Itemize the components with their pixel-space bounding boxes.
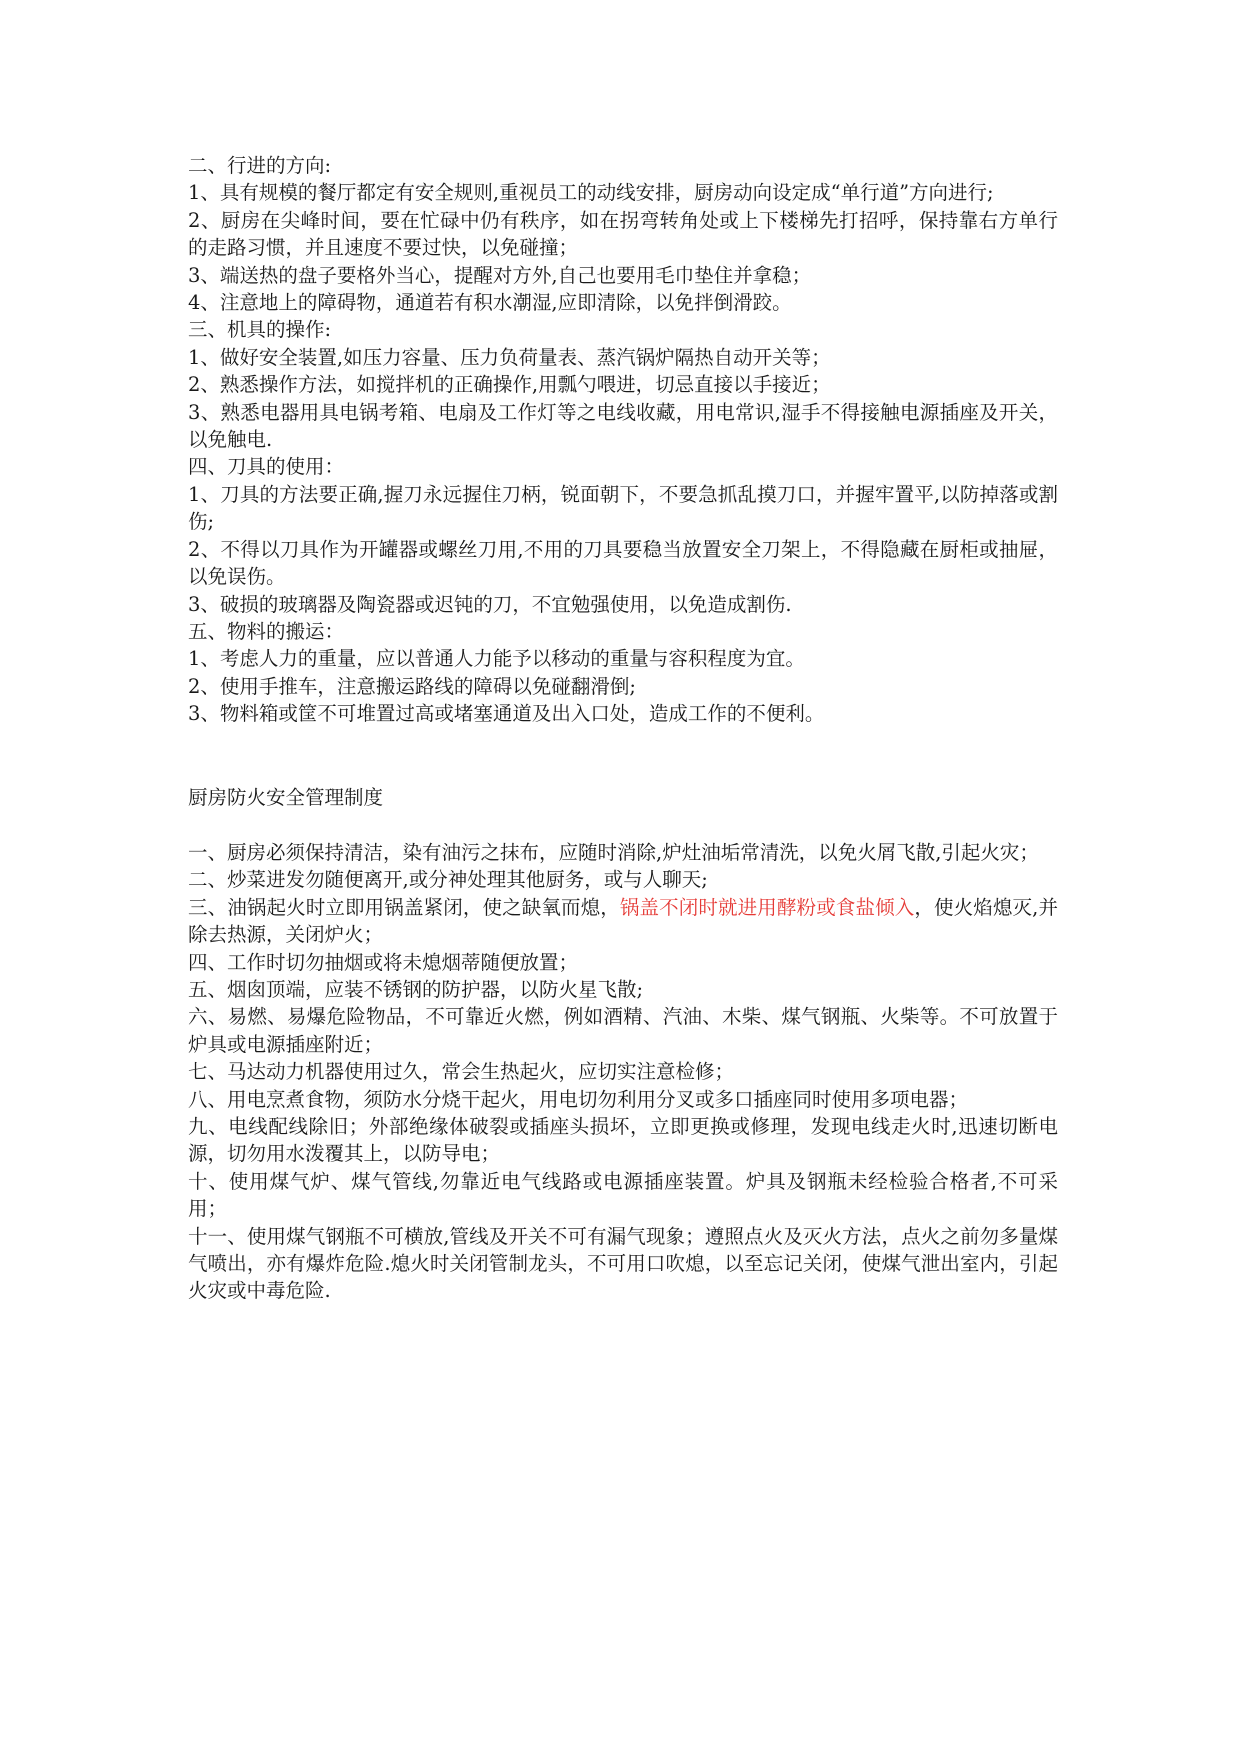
paragraph: 3、物料箱或筐不可堆置过高或堵塞通道及出入口处，造成工作的不便利。 — [188, 702, 825, 726]
document-page — [188, 152, 1058, 1305]
paragraph: 2、不得以刀具作为开罐器或螺丝刀用,不用的刀具要稳当放置安全刀架上，不得隐藏在厨柜或抽屉，以免误伤。 — [188, 537, 1058, 589]
paragraph: 六、易燃、易爆危险物品，不可靠近火燃，例如酒精、汽油、木柴、煤气钢瓶、火柴等。不可放置于炉具或电源插座附近； — [188, 1005, 1058, 1056]
paragraph: 3、熟悉电器用具电锅考箱、电扇及工作灯等之电线收藏，用电常识,湿手不得接触电源插座及开关，以免触电. — [188, 400, 1058, 452]
paragraph: 2、使用手推车，注意搬运路线的障碍以免碰翻滑倒; — [188, 674, 636, 698]
paragraph: 二、炒菜进发勿随便离开,或分神处理其他厨务，或与人聊天; — [188, 868, 708, 892]
paragraph-oil-fire — [188, 894, 1058, 949]
heading-knife-use: 四、刀具的使用： — [188, 455, 345, 479]
paragraph: 1、具有规模的餐厅都定有安全规则,重视员工的动线安排，厨房动向设定成“单行道”方向进行; — [188, 181, 994, 205]
heading-machine-operation: 三、机具的操作: — [188, 318, 332, 342]
paragraph: 2、熟悉操作方法，如搅拌机的正确操作,用瓢勺喂进，切忌直接以手接近； — [188, 373, 831, 397]
paragraph: 1、做好安全装置,如压力容量、压力负荷量表、蒸汽锅炉隔热自动开关等； — [188, 345, 831, 369]
oil-fire-text-after: ，使火焰熄灭,并除去热源，关闭炉火； — [188, 895, 1058, 947]
paragraph: 2、厨房在尖峰时间，要在忙碌中仍有秩序，如在拐弯转角处或上下楼梯先打招呼，保持靠右方单行的走路习惯，并且速度不要过快，以免碰撞； — [188, 208, 1058, 260]
fire-safety-rules-section — [188, 839, 1058, 1305]
fire-safety-title: 厨房防火安全管理制度 — [188, 785, 384, 809]
paragraph: 十一、使用煤气钢瓶不可横放,管线及开关不可有漏气现象；遵照点火及灭火方法，点火之前勿多量煤气喷出，亦有爆炸危险.熄火时关闭管制龙头，不可用口吹熄，以至忘记关闭，使煤气泄出室内，引起火灾或中毒危险. — [188, 1224, 1058, 1303]
title-spacer — [188, 811, 1058, 839]
paragraph: 四、工作时切勿抽烟或将未熄烟蒂随便放置； — [188, 950, 579, 974]
heading-walking-direction: 二、行进的方向: — [188, 154, 332, 177]
paragraph: 1、考虑人力的重量，应以普通人力能予以移动的重量与容积程度为宜。 — [188, 647, 805, 671]
paragraph: 1、刀具的方法要正确,握刀永远握住刀柄，锐面朝下，不要急抓乱摸刀口，并握牢置平,以防掉落或割伤; — [188, 482, 1058, 534]
paragraph: 3、破损的玻璃器及陶瓷器或迟钝的刀，不宜勉强使用，以免造成割伤. — [188, 592, 792, 616]
paragraph: 七、马达动力机器使用过久，常会生热起火，应切实注意检修； — [188, 1060, 735, 1084]
heading-material-handling: 五、物料的搬运： — [188, 619, 345, 643]
paragraph: 3、端送热的盘子要格外当心，提醒对方外,自己也要用毛巾垫住并拿稳； — [188, 263, 812, 287]
paragraph: 九、电线配线除旧；外部绝缘体破裂或插座头损坏，立即更换或修理，发现电线走火时,迅速切断电源，切勿用水泼覆其上，以防导电； — [188, 1115, 1058, 1166]
section-spacer — [188, 728, 1058, 784]
oil-fire-text-before: 三、油锅起火时立即用锅盖紧闭，使之缺氧而熄， — [188, 895, 620, 919]
paragraph: 4、注意地上的障碍物，通道若有积水潮湿,应即清除，以免拌倒滑跤。 — [188, 291, 792, 315]
paragraph: 十、使用煤气炉、煤气管线,勿靠近电气线路或电源插座装置。炉具及钢瓶未经检验合格者,不可采用； — [188, 1169, 1058, 1221]
paragraph: 五、烟囱顶端，应装不锈钢的防护器，以防火星飞散; — [188, 977, 644, 1001]
oil-fire-highlight: 锅盖不闭时就进用酵粉或食盐倾入 — [619, 895, 915, 919]
paragraph: 八、用电烹煮食物，须防水分烧干起火，用电切勿利用分叉或多口插座同时使用多项电器； — [188, 1087, 969, 1111]
paragraph: 一、厨房必须保持清洁，染有油污之抹布，应随时消除,炉灶油垢常清洗，以免火屑飞散,引起火灾； — [188, 840, 1039, 864]
kitchen-safety-rules-section — [188, 152, 1058, 728]
